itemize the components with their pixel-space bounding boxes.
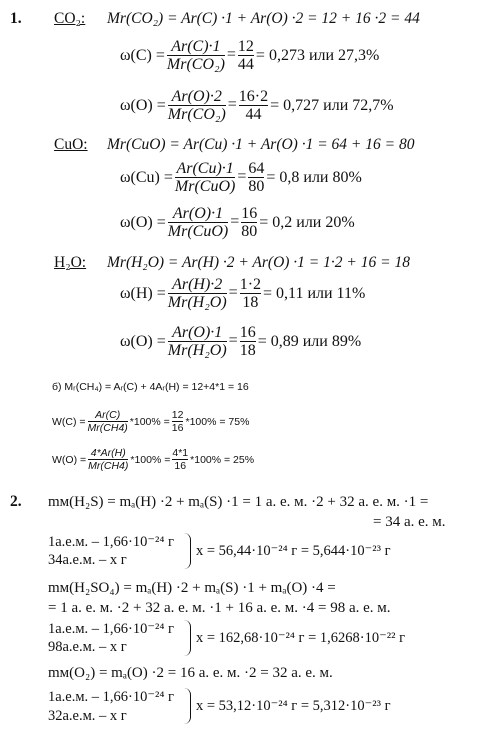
problem-2-number: 2.: [10, 493, 22, 510]
h2s-mass-line2: = 34 а. е. м.: [373, 514, 446, 530]
o2-result: x = 53,12·10⁻²⁴ г = 5,312·10⁻²³ г: [196, 698, 391, 714]
cuo-omega-cu-num2: 64: [248, 160, 265, 177]
ch4-w-o-den: Mr(CH4): [88, 460, 129, 472]
h2o-omega-o: ω(O) = $\frac{Ar(O)\cdot 1}{\text{Mr(H₂O)}}$ = $\frac{16}{18}$ = 0,89 или 89%: [120, 324, 362, 359]
h2s-mass-line1: mм(H₂S) = mₐ(H) ·2 + mₐ(S) ·1 = 1 а. е. м. ·2 + 32 а. е. м. ·1 =: [48, 494, 429, 510]
h2o-omega-h: ω(H) = $\frac{Ar(H)\cdot 2}{\text{Mr(H₂O)}}$ = $\frac{1\cdot 2}{18}$ = 0,11 или 11%: [120, 276, 366, 311]
cuo-omega-o-lhs: ω(O) =: [120, 213, 166, 231]
cuo-omega-o-num2: 16: [241, 205, 258, 222]
co2-omega-c-result: = 0,273 или 27,3%: [255, 46, 380, 64]
co2-omega-c-num2: 12: [237, 38, 254, 55]
h2so4-mass-line2: = 1 а. е. м. ·2 + 32 а. е. м. ·1 + 16 а. е. м. ·4 = 98 а. е. м.: [48, 600, 391, 616]
h2o-omega-h-num: Ar(H)·2: [172, 276, 223, 293]
cuo-omega-o: ω(O) = $\frac{Ar(O)\cdot 1}{\text{Mr(CuO)}}$ = $\frac{16}{80}$ = 0,2 или 20%: [120, 205, 355, 240]
ch4-w-o-mid: *100% =: [130, 453, 171, 466]
h2o-molar-mass: Mr(H₂O) = Ar(H) ·2 + Ar(O) ·1 = 1·2 + 16 = 18: [107, 254, 410, 271]
ch4-w-o-lhs: W(O) =: [52, 453, 87, 466]
h2s-proportion-line2: 34а.е.м. – x г: [48, 552, 127, 568]
h2o-omega-o-result: = 0,89 или 89%: [257, 332, 362, 350]
ch4-w-c-num: Ar(C): [95, 409, 121, 421]
h2o-omega-o-num2: 16: [239, 324, 256, 341]
ch4-w-c-den: Mr(CH4): [87, 422, 128, 434]
co2-omega-o-den2: 44: [239, 105, 268, 123]
ch4-w-o-num2: 4*1: [172, 447, 189, 459]
cuo-omega-cu-num: Ar(Cu)·1: [176, 160, 234, 177]
cuo-omega-cu-den2: 80: [248, 178, 265, 195]
h2o-omega-o-num: Ar(O)·1: [172, 324, 223, 341]
ch4-w-c-result: *100% = 75%: [185, 415, 250, 428]
h2o-omega-h-num2: 1·2: [239, 276, 262, 293]
ch4-w-c-num2: 12: [171, 409, 184, 421]
o2-proportion-line2: 32а.е.м. – x г: [48, 708, 127, 724]
co2-molar-mass: Mr(CO₂) = Ar(C) ·1 + Ar(O) ·2 = 12 + 16 ·2 = 44: [107, 10, 420, 27]
co2-omega-o: ω(O) = $\frac{Ar(O)\cdot 2}{\text{Mr(CO₂)}}$ = $\frac{16\cdot 2}{44}$ = 0,727 или 72,7%: [120, 88, 394, 123]
co2-omega-o-num2: 16·2: [238, 88, 269, 105]
h2so4-brace: [184, 620, 191, 656]
cuo-omega-cu-den: Mr(CuO): [174, 178, 236, 195]
ch4-w-o-result: *100% = 25%: [190, 453, 255, 466]
h2s-proportion-line1: 1а.е.м. – 1,66·10⁻²⁴ г: [48, 534, 175, 550]
h2so4-result: x = 162,68·10⁻²⁴ г = 1,6268·10⁻²² г: [196, 630, 406, 646]
h2so4-proportion-line1: 1а.е.м. – 1,66·10⁻²⁴ г: [48, 621, 175, 637]
cuo-omega-o-num: Ar(O)·1: [172, 205, 224, 222]
cuo-molar-mass: Mr(CuO) = Ar(Cu) ·1 + Ar(O) ·1 = 64 + 16 = 80: [107, 136, 415, 153]
co2-omega-o-lhs: ω(O) =: [120, 96, 166, 114]
h2o-omega-o-den: Mr(H₂O): [167, 342, 227, 359]
h2s-result: x = 56,44·10⁻²⁴ г = 5,644·10⁻²³ г: [196, 543, 391, 559]
o2-mass-line1: mм(O₂) = mₐ(O) ·2 = 16 а. е. м. ·2 = 32 а. е. м.: [48, 665, 333, 681]
h2o-omega-h-den2: 18: [240, 293, 261, 311]
ch4-w-o: [52, 447, 254, 472]
ch4-w-o-den2: 16: [172, 459, 188, 472]
co2-omega-o-den: Mr(CO₂): [167, 106, 226, 123]
co2-omega-c-den: Mr(CO₂): [166, 56, 225, 73]
h2o-label: H₂O:: [54, 254, 87, 271]
ch4-w-o-num: 4*Ar(H): [90, 447, 126, 459]
h2o-omega-o-lhs: ω(O) =: [120, 332, 166, 350]
cuo-omega-o-den: Mr(CuO): [167, 223, 229, 240]
h2o-omega-o-den2: 18: [239, 342, 256, 359]
h2so4-mass-line1: mм(H₂SO₄) = mₐ(H) ·2 + mₐ(S) ·1 + mₐ(O) ·4 =: [48, 580, 336, 596]
h2s-brace: [184, 533, 191, 569]
ch4-w-c-den2: 16: [171, 422, 184, 434]
cuo-omega-o-result: = 0,2 или 20%: [259, 213, 355, 231]
ch4-molar-mass: б) Mᵣ(CH₄) = Aᵣ(C) + 4Aᵣ(H) = 12+4*1 = 16: [52, 381, 249, 393]
cuo-omega-cu: ω(Cu) = $\frac{Ar(Cu)\cdot 1}{\text{Mr(CuO)}}$ = $\frac{64}{80}$ = 0,8 или 80%: [120, 160, 362, 195]
co2-omega-c: ω(C) = $\frac{Ar(C)\cdot 1}{\text{Mr(CO₂)}}$ = $\frac{12}{44}$ = 0,273 или 27,3%: [120, 38, 380, 73]
problem-1-number: 1.: [10, 10, 22, 27]
co2-label: CO₂:: [54, 10, 86, 27]
co2-omega-c-lhs: ω(C) =: [120, 46, 165, 64]
cuo-label: CuO:: [54, 136, 88, 153]
o2-brace: [184, 688, 191, 724]
ch4-w-c: [52, 409, 249, 434]
co2-omega-c-den2: 44: [237, 56, 254, 73]
co2-omega-o-num: Ar(O)·2: [171, 88, 222, 105]
h2o-omega-h-lhs: ω(H) =: [120, 284, 166, 302]
h2so4-proportion-line2: 98а.е.м. – x г: [48, 639, 127, 655]
h2o-omega-h-result: = 0,11 или 11%: [263, 284, 366, 302]
co2-omega-o-result: = 0,727 или 72,7%: [270, 96, 394, 114]
cuo-omega-cu-lhs: ω(Cu) =: [120, 168, 173, 186]
co2-omega-c-num: Ar(C)·1: [171, 38, 221, 55]
h2o-omega-h-den: Mr(H₂O): [167, 294, 227, 311]
ch4-w-c-lhs: W(C) =: [52, 415, 86, 428]
cuo-omega-cu-result: = 0,8 или 80%: [266, 168, 362, 186]
o2-proportion-line1: 1а.е.м. – 1,66·10⁻²⁴ г: [48, 689, 175, 705]
ch4-w-c-mid: *100% =: [129, 415, 170, 428]
cuo-omega-o-den2: 80: [241, 223, 258, 240]
